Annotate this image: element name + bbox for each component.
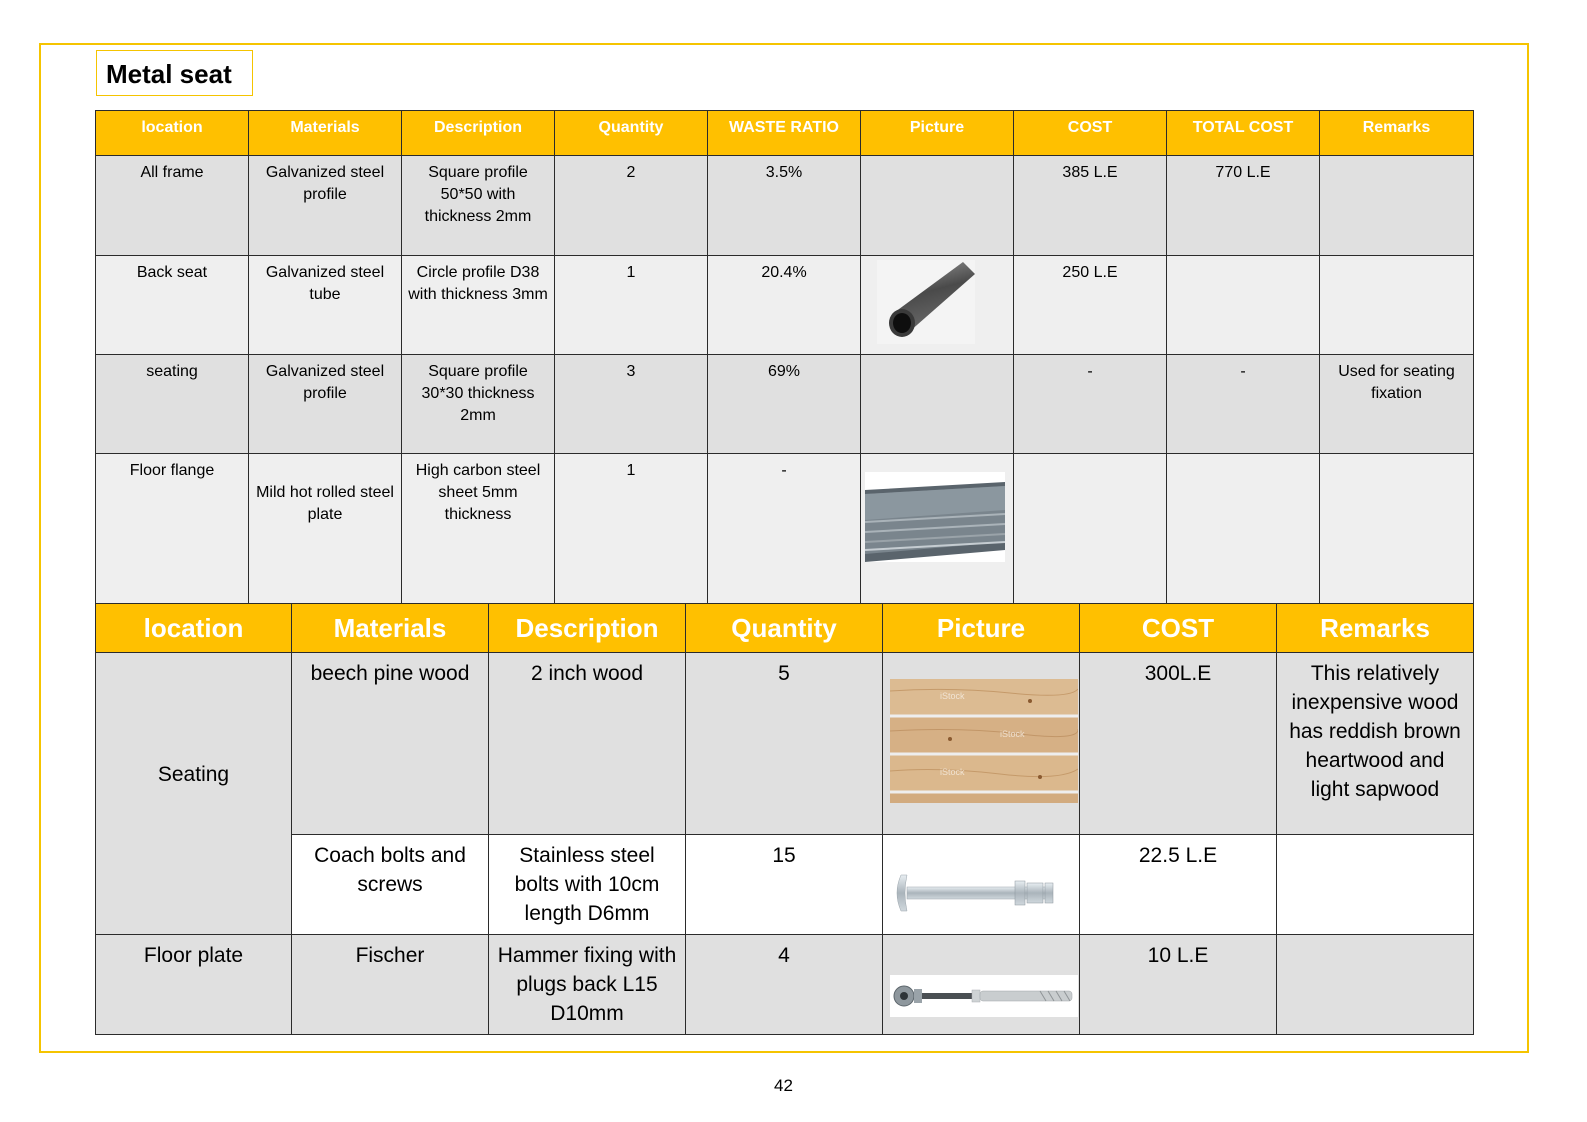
cell-description: Square profile 50*50 with thickness 2mm [402, 156, 555, 256]
cell-remarks [1320, 256, 1474, 355]
cell-quantity: 2 [555, 156, 708, 256]
cell-waste-ratio: 3.5% [708, 156, 861, 256]
cell-remarks [1320, 454, 1474, 604]
cell-total-cost: 770 L.E [1167, 156, 1320, 256]
header-remarks: Remarks [1320, 111, 1474, 156]
cell-materials: Fischer [292, 935, 489, 1035]
cell-cost: 250 L.E [1014, 256, 1167, 355]
cell-materials: Galvanized steel profile [249, 355, 402, 454]
cell-description: Stainless steel bolts with 10cm length D6mm [489, 835, 686, 935]
cell-description: High carbon steel sheet 5mm thickness [402, 454, 555, 604]
cell-cost: 22.5 L.E [1080, 835, 1277, 935]
cell-picture [883, 835, 1080, 935]
cell-location: All frame [96, 156, 249, 256]
header-picture: Picture [883, 604, 1080, 653]
cell-quantity: 3 [555, 355, 708, 454]
cell-quantity: 5 [686, 653, 883, 835]
cell-picture [861, 454, 1014, 604]
cell-materials: Mild hot rolled steel plate [249, 454, 402, 604]
cell-description: Circle profile D38 with thickness 3mm [402, 256, 555, 355]
header-description: Description [402, 111, 555, 156]
cell-total-cost [1167, 454, 1320, 604]
header-quantity: Quantity [555, 111, 708, 156]
header-materials: Materials [249, 111, 402, 156]
cell-materials: Galvanized steel profile [249, 156, 402, 256]
cell-waste-ratio: - [708, 454, 861, 604]
header-description: Description [489, 604, 686, 653]
cell-waste-ratio: 69% [708, 355, 861, 454]
svg-text:iStock: iStock [940, 691, 965, 701]
cell-remarks [1320, 156, 1474, 256]
cell-location: Floor flange [96, 454, 249, 604]
cell-quantity: 4 [686, 935, 883, 1035]
header-waste-ratio: WASTE RATIO [708, 111, 861, 156]
cell-remarks [1277, 835, 1474, 935]
svg-text:iStock: iStock [940, 767, 965, 777]
cell-remarks: Used for seating fixation [1320, 355, 1474, 454]
cell-location: Floor plate [96, 935, 292, 1035]
page-title: Metal seat [96, 50, 253, 96]
steel-plate-photo [865, 472, 1005, 562]
table-row [96, 653, 1474, 835]
cell-materials: Coach bolts and screws [292, 835, 489, 935]
cell-description: Square profile 30*30 thickness 2mm [402, 355, 555, 454]
cell-location: Back seat [96, 256, 249, 355]
cell-description: Hammer fixing with plugs back L15 D10mm [489, 935, 686, 1035]
cell-remarks: This relatively inexpensive wood has reddish brown heartwood and light sapwood [1277, 653, 1474, 835]
page-number: 42 [774, 1076, 793, 1095]
cell-cost [1014, 454, 1167, 604]
table-row [96, 454, 1474, 604]
table-row [96, 355, 1474, 454]
cell-waste-ratio: 20.4% [708, 256, 861, 355]
hammer-fixing-photo [890, 975, 1078, 1017]
table-row [96, 256, 1474, 355]
cell-quantity: 15 [686, 835, 883, 935]
cell-materials: Galvanized steel tube [249, 256, 402, 355]
cell-picture [861, 355, 1014, 454]
metal-seat-table [95, 110, 1474, 604]
coach-bolt-photo [891, 871, 1061, 915]
cell-cost: 300L.E [1080, 653, 1277, 835]
cell-picture [883, 653, 1080, 835]
cell-picture [861, 156, 1014, 256]
cell-location: Seating [96, 653, 292, 935]
cell-cost: 385 L.E [1014, 156, 1167, 256]
header-location: location [96, 604, 292, 653]
header-cost: COST [1014, 111, 1167, 156]
table-row [96, 935, 1474, 1035]
table-row [96, 835, 1474, 935]
cell-picture [883, 935, 1080, 1035]
header-total-cost: TOTAL COST [1167, 111, 1320, 156]
header-location: location [96, 111, 249, 156]
cell-location: seating [96, 355, 249, 454]
svg-text:iStock: iStock [1000, 729, 1025, 739]
header-quantity: Quantity [686, 604, 883, 653]
cell-description: 2 inch wood [489, 653, 686, 835]
seating-materials-table [95, 603, 1474, 1035]
steel-tube-photo [877, 260, 975, 344]
header-picture: Picture [861, 111, 1014, 156]
table-header-row [96, 604, 1474, 653]
table-header-row [96, 111, 1474, 156]
cell-picture [861, 256, 1014, 355]
cell-remarks [1277, 935, 1474, 1035]
cell-total-cost: - [1167, 355, 1320, 454]
cell-cost: 10 L.E [1080, 935, 1277, 1035]
cell-materials: beech pine wood [292, 653, 489, 835]
header-cost: COST [1080, 604, 1277, 653]
cell-quantity: 1 [555, 256, 708, 355]
header-remarks: Remarks [1277, 604, 1474, 653]
cell-cost: - [1014, 355, 1167, 454]
wood-planks-photo [890, 679, 1078, 803]
table-row [96, 156, 1474, 256]
header-materials: Materials [292, 604, 489, 653]
cell-quantity: 1 [555, 454, 708, 604]
cell-total-cost [1167, 256, 1320, 355]
